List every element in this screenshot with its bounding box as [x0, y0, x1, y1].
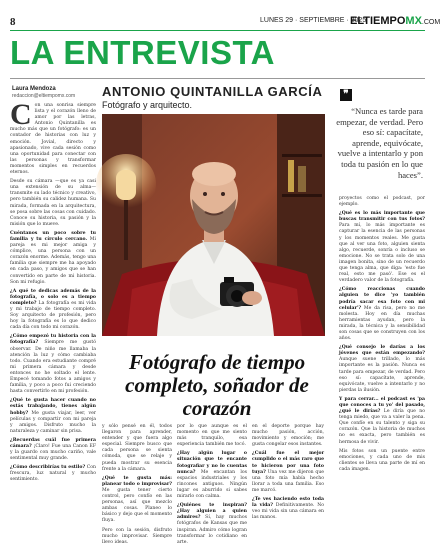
article-column-3: [177, 424, 247, 554]
question: ¿Quiénes te inspiran? ¿Hay alguien a quien admires?: [177, 503, 247, 521]
paragraph: y sólo pensé en él, todos llegaron para aprender, entender y que fuera algo especial. Siempre busco que cada persona se sienta cómoda, que se relaje y pueda mostrar su esencia frente a la cámara.: [102, 424, 172, 472]
quote-icon: ❞: [340, 89, 352, 101]
question: ¿Cómo describirías tu estilo?: [10, 465, 86, 471]
paragraph: por lo que aunque es el momento en que me siento más tranquilo, esa experiencia también me tocó.: [177, 424, 247, 448]
question: ¿Cómo reaccionas cuando alguien te dice 'yo también podría sacar esa foto con mi celular'?: [339, 287, 425, 311]
question: ¿A qué te dedicas además de la fotografía, o solo es a tiempo completo?: [10, 288, 96, 306]
paragraph: Mis fotos son un puente entre emociones, y cada uno de mis clientes se lleva una parte de mí en cada imagen.: [339, 448, 425, 472]
answer: Me gusta viajar, leer, ver películas y compartir con mi pareja y amigos. Disfruto mucho la naturaleza y caminar sin prisa.: [10, 410, 96, 434]
question: ¿Qué es lo más importante que buscas transmitir con tus fotos?: [339, 211, 425, 223]
brand-main: ELTIEMPO: [350, 15, 406, 27]
answer: Siempre me gustó observar. De niño me llamaba la atención la luz y cómo cambiaba todo. Cuando era estudiante compré mi primera cámara y desde entonces no he soltado el lente. Empecé tomando fotos a amigos y familia, y poco a poco fui creciendo hasta convertirlo en mi profesión.: [10, 340, 96, 395]
answer: Una vez me dijeron que una foto mía había hecho llorar a toda una familia. Eso me marcó.: [252, 469, 324, 493]
answer: Me da risa, pero no me molesta. Hoy en día muchas herramientas ayudan, pero la mirada, la técnica y la sensibilidad son cosas que se construyen con los años.: [339, 305, 425, 342]
question: ¿Cómo empezó tu historia con la fotografía?: [10, 334, 96, 346]
question: ¿Recuerdas cuál fue primera cámara?: [10, 437, 96, 449]
main-headline: Fotógrafo de tiempo completo, soñador de corazón: [125, 350, 309, 420]
answer: Le diría que no tenga miedo, que va a valer la pena. Que confíe en su talento y siga su corazón. Que la historia de muchos no es exacta, pero también es hermosa de vivir.: [339, 409, 425, 445]
answer: Para mí, lo más importante es capturar la esencia de las personas y los momentos reales. Me gusta que al ver una foto, alguien sienta algo, recuerde, sonría o incluso se emocione. No se trata solo de una imagen bonita, sino de un recuerdo que tenga alma, que diga: 'esto fue real, esto me pasó'. Ese es el verdadero valor de la fotografía.: [339, 223, 425, 284]
byline-author: Laura Mendoza: [12, 86, 56, 92]
paragraph: en el deporte porque hay mucho pasión, acción, movimiento y emoción; me gusta congelar esos instantes.: [252, 424, 324, 448]
question: ¿Qué te gusta más: planear todo o improvisar?: [102, 475, 172, 487]
byline-email: redaccion@eltiempomx.com: [12, 93, 76, 99]
interviewee-subtitle: Fotógrafo y arquitecto.: [102, 100, 193, 110]
article-column-4: [252, 424, 324, 554]
question: ¿Qué te gusta hacer cuando no estás trabajando, tienes algún hobby?: [10, 398, 96, 416]
question: ¿Cuál fue el mejor cumplido o el más raro que te hicieron por una foto tuya?: [252, 451, 324, 475]
answer: Mi pareja es mi mejor amiga y cómplice, una persona con un corazón enorme. Además, tengo una familia que siempre me ha apoyado en cada paso, y amigos que se han convertido en parte de mi historia. Son mi refugio.: [10, 236, 96, 285]
question: ¿Qué consejo le darías a los jóvenes que están empezando?: [339, 345, 425, 357]
paragraph: Pero con la sesión, disfruto mucho improvisar. Siempre llevo ideas.: [102, 527, 172, 545]
brand-logo: [350, 15, 440, 27]
paragraph: proyectos como el podcast, por ejemplo.: [339, 196, 425, 208]
portrait-photo: [102, 114, 325, 336]
portrait-illustration: [102, 114, 325, 336]
answer: Definitivamente. No veo mi vida sin una cámara en las manos.: [252, 503, 324, 521]
answer: Con frescura, luz natural y mucho sentimiento.: [10, 465, 96, 483]
header-rule: [10, 30, 425, 31]
answer: Aunque suene trillado, lo más importante es la pasión. Nunca es tarde para empezar, de verdad. Pero eso sí: capacítate, aprende, equivócate, vuelve a intentarlo y no pierdas la ilusión.: [339, 357, 425, 393]
answer: Me gusta tener cierto control, pero confío en las personas, así que mezclo ambas cosas. Planeo lo básico y dejo que el momento fluya.: [102, 487, 172, 524]
interviewee-name: ANTONIO QUINTANILLA GARCÍA: [102, 84, 323, 99]
issue-date: LUNES 29 · SEPTIEMBRE · 2025: [260, 17, 367, 24]
section-rule: [10, 78, 425, 79]
article-column-5: [339, 196, 425, 554]
question: Cuéntanos un poco sobre tu familia y tu círculo cercano.: [10, 230, 96, 242]
question: ¿Hay algún lugar o situación que te encante fotografiar y no lo cuentas nunca?: [177, 451, 247, 475]
brand-suffix: .COM: [421, 19, 440, 26]
pullquote: “Nunca es tarde para empezar, de verdad. Pero eso sí: capacítate, aprende, equivócate, vuelve a intentarlo y pon toda tu pasión en lo que haces”.: [336, 106, 423, 180]
section-title: LA ENTREVISTA: [10, 34, 276, 71]
page-number: 8: [10, 16, 16, 28]
brand-accent: MX: [405, 15, 422, 27]
paragraph: Desde su cámara —que es ya casi una extensión de su alma— transmite su lado técnico y creativo, pero también su calidez humana. Su mirada, formada en la arquitectura, se posa sobre las cosas con cuidado. Conoce su historia, su pasión y la misión que lo mueve.: [10, 179, 96, 227]
answer: ¡Claro! Fue una Canon EF y la guardo con mucho cariño, vale sentimental muy grande.: [10, 443, 97, 462]
answer: Sí, hay muchos fotógrafos de Kansas que me inspiran. Admiro cómo logran transformar lo cotidiano en arte.: [177, 515, 247, 545]
dropcap: C: [10, 98, 32, 131]
question: ¿Te ves haciendo esto toda la vida?: [252, 497, 324, 509]
answer: La fotografía es mi vida y mi trabajo de tiempo completo. Soy arquitecto de profesión, pero hoy la fotografía es lo que dedico cada día con todo mi corazón.: [10, 300, 96, 331]
article-column-2: [102, 424, 172, 554]
question: Y para cerrar... el podcast es 'pa que conoces a tu yo' del pasado, ¿qué le dirías?: [339, 396, 425, 415]
article-column-1: [10, 98, 97, 553]
answer: Me encantan los espacios industriales y los rincones antiguos. Ningún lugar es aburrido si sabes mirarlo con calma.: [177, 469, 247, 500]
intro-paragraph: on una sonrisa siempre lista y el corazón lleno de amor por las letras, Antonio Quintanilla es mucho más que un fotógrafo: es un contador de historias con luz y emoción. Jovial, directo y apasionado, vive cada sesión como una oportunidad para conectar con las personas y transformar momentos simples en recuerdos eternos.: [10, 103, 96, 176]
top-bar: [10, 15, 440, 28]
